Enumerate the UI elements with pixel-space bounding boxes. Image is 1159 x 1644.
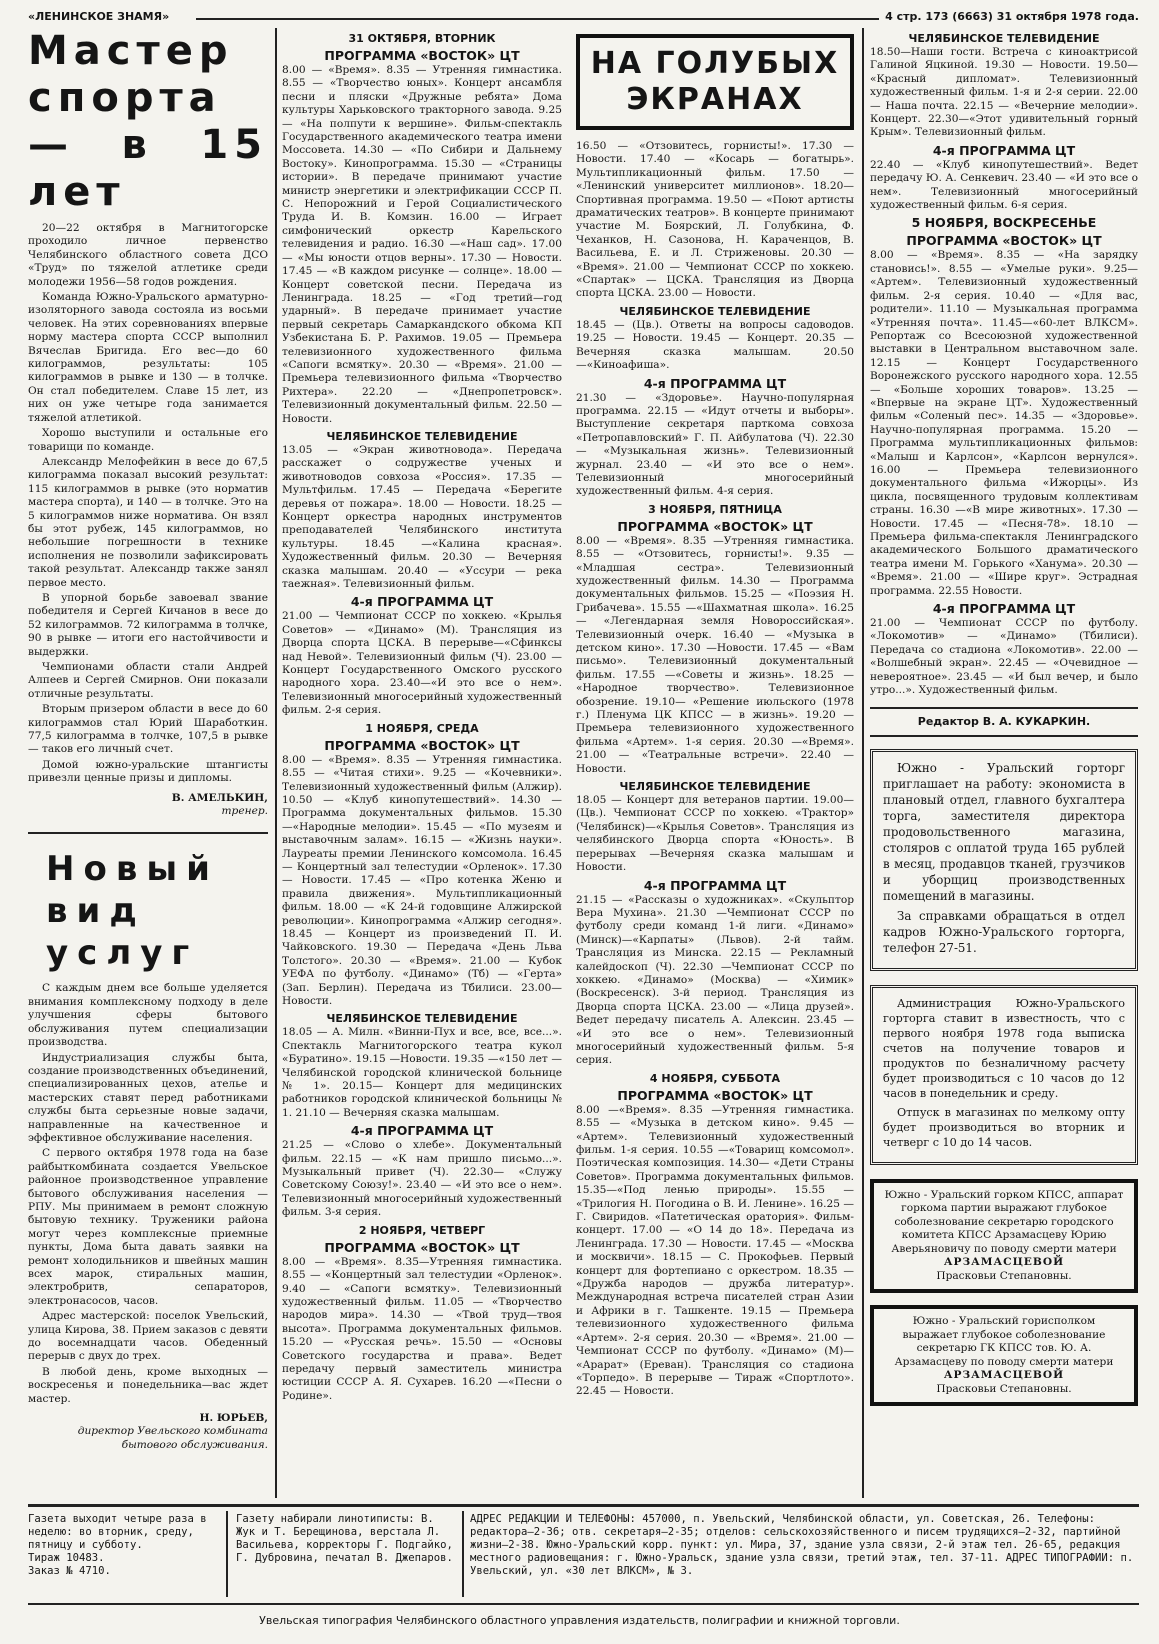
obit1-name: АРЗАМАСЦЕВОЙ [943,1256,1065,1269]
tv-schedule-2-body [576,140,854,1399]
notice-paragraph: Администрация Южно-Уральского горторга ставит в известность, что с первого ноября 1978 года выписка счетов на получение товаров и продуктов по безналичному расчету будет производиться с 10 часов до 12 часов в понедельник и среду. [883,996,1125,1100]
schedule-heading: 4 НОЯБРЯ, СУББОТА [649,1071,781,1085]
obit2-name: АРЗАМАСЦЕВОЙ [943,1369,1065,1382]
article-divider [28,832,268,834]
schedule-listing: 21.15 — «Рассказы о художниках». «Скульптор Вера Мухина». 21.30 —Чемпионат СССР по футболу среди команд 1-й лиги. «Динамо» (Минск)—«Карпаты» (Львов). 2-й тайм. Трансляция из Минска. 22.15 — Рекламный калейдоскоп (Ч). 22.30 —Чемпионат СССР по хоккею. «Динамо» (Москва) — «Химик» (Воскресенск). 3-й период. Трансляция из Дворца спорта ЦСКА. 23.00 — «Лица друзей». Ведет передачу писатель А. Алексин. 23.45 — «И это все о нем». Телевизионный многосерийный художественный фильм. 5-я серия. [576,893,854,1067]
obituary-gorkom [870,1179,1138,1294]
notice-paragraph: Отпуск в магазинах по мелкому опту будет производиться во вторник и четверг с 10 до 14 часов. [883,1105,1125,1149]
imprint-address: АДРЕС РЕДАКЦИИ И ТЕЛЕФОНЫ: 457000, п. Увельский, Челябинской области, ул. Советская, 26. Телефоны: редактора—2-36; отв. секретаря—2-35; отделов: сельскохозяйственного и писем трудящихся—2-32, партийной жизни—2-38. Южно-Уральский корр. пункт: ул. Мира, 37, здание узла связи, 2-й этаж тел. 26-65, редакция местного радиовещания: г. Южно-Уральск, здание узла связи, третий этаж, тел. 37-11. АДРЕС ТИПОГРАФИИ: п. Увельский, ул. «30 лет ВЛКСМ», № 3. [470,1513,1134,1577]
article-body-new-services [28,982,268,1406]
notice-paragraph: Южно - Уральский горторг приглашает на работу: экономиста в плановый отдел, главного бухгалтера торга, заместителя директора продовольственного магазина, столяров с оплатой труда 165 рублей в месяц, продавцов тканей, грузчиков и уборщиц производственных помещений в магазины. [883,760,1125,903]
schedule-listing: 8.00 — «Время». 8.35—Утренняя гимнастика. 8.55 — «Концертный зал телестудии «Орленок». 9.40 — «Сапоги всмятку». Телевизионный художественный фильм. 11.05 — «Творчество народов мира». 14.30 — «Твой труд—твоя высота». Программа документальных фильмов. 15.20 — «Русская речь». 15.50 — «Основы Советского государства и права». Ведет передачу первый заместитель министра юстиции СССР А. Я. Сухарев. 16.20 —«Песни о Родине». [282,1255,562,1402]
article-paragraph: Адрес мастерской: поселок Увельский, улица Кирова, 38. Прием заказов с девяти до восемнадцати часов. Обеденный перерыв с двух до трех. [28,1310,268,1363]
schedule-heading: ЧЕЛЯБИНСКОЕ ТЕЛЕВИДЕНИЕ [326,1012,518,1026]
column-tv-schedule-2 [576,28,854,1498]
schedule-heading: ПРОГРАММА «ВОСТОК» ЦТ [324,48,520,63]
schedule-heading: ПРОГРАММА «ВОСТОК» ЦТ [324,1239,520,1255]
printing-house-line: Увельская типография Челябинского областного управления издательств, полиграфии и книжной торговли. [259,1614,900,1627]
article-paragraph: Домой южно-уральские штангисты привезли ценные призы и дипломы. [28,758,268,785]
article-paragraph: С первого октября 1978 года на базе райбыткомбината создается Увельское районное производственное управление бытового обслуживания населения — РПУ. Мы принимаем в ремонт сложную бытовую технику. Труженики района могут через комплексные приемные пункты, Дома быта давать заявки на ремонт холодильников и швейных машин всех марок, стиральных машин, электробритв, сепараторов, электронасосов, часов. [28,1147,268,1307]
tv-schedule-3-body [870,32,1138,697]
column-tv-ads [870,28,1138,1498]
schedule-heading: 1 НОЯБРЯ, СРЕДА [365,721,479,735]
schedule-heading: ПРОГРАММА «ВОСТОК» ЦТ [324,737,520,753]
obit1-text: Южно - Уральский горком КПСС, аппарат горкома партии выражают глубокое соболезнование секретарю городского комитета КПСС Арзамасцеву Юрию Аверьяновичу по поводу смерти матери [884,1188,1124,1255]
header-rule [196,18,879,20]
imprint-staff: Газету набирали линотиписты: В. Жук и Т. Берещинова, верстала Л. Васильева, корректоры Г. Подгайко, Г. Дубровина, печатал В. Джепаров. [236,1513,453,1564]
schedule-heading: 2 НОЯБРЯ, ЧЕТВЕРГ [358,1223,486,1237]
notice-paragraph: За справками обращаться в отдел кадров Южно-Уральского горторга, телефон 27-51. [883,908,1125,955]
schedule-heading: ПРОГРАММА «ВОСТОК» ЦТ [617,1087,813,1103]
editor-line: Редактор В. А. КУКАРКИН. [870,707,1138,736]
article-paragraph: В любой день, кроме выходных —воскресенья и понедельника—вас ждет мастер. [28,1365,268,1405]
schedule-listing: 21.00 — Чемпионат СССР по хоккею. «Крылья Советов» — «Динамо» (М). Трансляция из Дворца спорта ЦСКА. В перерыве—«Сфинксы над Невой». Телевизионный фильм (Ч). 23.00 — Концерт Государственного Омского русского народного хора. 23.40—«И это все о нем». Телевизионный многосерийный художественный фильм. 2-я серия. [282,610,562,717]
article-paragraph: Индустриализация службы быта, создание производственных объединений, специализированных цехов, ателье и мастерских ставят перед работниками службы быта серьезные новые задачи, направленные на качественное и эффективное обслуживание населения. [28,1051,268,1144]
author2-name: Н. ЮРЬЕВ, [199,1412,268,1425]
imprint-order: Заказ № 4710. [28,1565,111,1577]
issue-info: 4 стр. 173 (6663) 31 октября 1978 года. [885,10,1139,23]
author2-role: директор Увельского комбината бытового обслуживания. [77,1425,268,1451]
schedule-heading: 4-я ПРОГРАММА ЦТ [643,375,787,391]
article-paragraph: В упорной борьбе завоевал звание победителя и Сергей Кичанов в весе до 52 килограммов. 72 килограмма в толчке, 90 в рывке — итоги его настойчивости и выдержки. [28,591,268,658]
page-header [28,8,1139,28]
notice-job-offer [870,749,1138,971]
article-author-2 [28,1412,268,1452]
schedule-heading: 5 НОЯБРЯ, ВОСКРЕСЕНЬЕ [911,215,1097,231]
tv-banner: НА ГОЛУБЫХ ЭКРАНАХ [576,34,854,130]
obit2-name2: Прасковьи Степановны. [936,1382,1072,1395]
column-tv-schedule-1 [282,28,562,1498]
article-author [28,792,268,819]
schedule-listing: 8.00 — «Время». 8.35 —Утренняя гимнастика. 8.55 — «Отзовитесь, горнисты!». 9.35 — «Младшая сестра». Телевизионный художественный фильм. 14.30 — Программа документальных фильмов. 15.25 — «Поэзия Н. Грибачева». 15.55 —«Шахматная школа». 16.25 — «Легендарная земля Новороссийская». Телевизионный очерк. 16.40 — «Музыка в детском кино». 17.30 —Новости. 17.45 — «Вам письмо». Телевизионный документальный фильм. 17.55 —«Советы и жизнь». 18.25 — «Народное творчество». Телевизионное обозрение. 19.10— «Решение июльского (1978 г.) Пленума ЦК КПСС — в жизнь». 19.20 — Премьера телевизионного художественного фильма «Артем». 1-я серия. 20.30 —«Время». 21.00 — «Театральные встречи». 22.40 — Новости. [576,534,854,775]
schedule-listing: 18.50—Наши гости. Встреча с киноактрисой Галиной Яцкиной. 19.30 — Новости. 19.50— «Красный дипломат». Телевизионный художественный фильм. 1-я и 2-я серии. 22.00 — Наша почта. 22.15 — «Вечерние мелодии». Концерт. 22.30—«Этот удивительный горный Крым». Телевизионный фильм. [870,46,1138,139]
schedule-listing: 18.05 — А. Милн. «Винни-Пух и все, все, все...». Спектакль Магнитогорского театра кукол «Буратино». 19.15 —Новости. 19.35 —«150 лет — Челябинской городской клинической больнице № 1». 20.15— Концерт для медицинских работников городской клинической больницы № 1. 21.10 — Вечерняя сказка малышам. [282,1026,562,1119]
schedule-heading: ЧЕЛЯБИНСКОЕ ТЕЛЕВИДЕНИЕ [908,32,1100,45]
article-paragraph: Вторым призером области в весе до 60 килограммов стал Юрий Шаработкин. 77,5 килограмма в толчке, 107,5 в рывке — таков его личный счет. [28,703,268,756]
schedule-listing: 21.30 — «Здоровье». Научно-популярная программа. 22.15 — «Идут отчеты и выборы». Выступление секретаря парткома совхоза «Петропавловский» Г. П. Айбулатова (Ч). 22.30 — «Музыкальная жизнь». Телевизионный журнал. 23.40 — «И это все о нем». Телевизионный многосерийный художественный фильм. 4-я серия. [576,391,854,498]
article-paragraph: Чемпионами области стали Андрей Алпеев и Сергей Смирнов. Они показали отличные результаты. [28,661,268,700]
author-role: тренер. [221,805,268,818]
author-name: В. АМЕЛЬКИН, [171,791,268,804]
schedule-listing: 22.40 — «Клуб кинопутешествий». Ведет передачу Ю. А. Сенкевич. 23.40 — «И это все о нем». Телевизионный многосерийный художественный фильм. 6-я серия. [870,158,1138,212]
schedule-listing: 18.05 — Концерт для ветеранов партии. 19.00—(Цв.). Чемпионат СССР по хоккею. «Трактор» (Челябинск)—«Крылья Советов». Трансляция из челябинского Дворца спорта «Юность». В перерывах —Вечерняя сказка малышам и Новости. [576,794,854,874]
imprint-sep-1 [226,1511,228,1597]
schedule-heading: 4-я ПРОГРАММА ЦТ [350,594,494,610]
schedule-heading: 4-я ПРОГРАММА ЦТ [932,142,1076,158]
schedule-listing: 18.45 — (Цв.). Ответы на вопросы садоводов. 19.25 — Новости. 19.45 — Концерт. 20.35 — Вечерняя сказка малышам. 20.50—«Киноафиша». [576,318,854,372]
paper-name: «ЛЕНИНСКОЕ ЗНАМЯ» [28,10,170,23]
article-paragraph: 20—22 октября в Магнитогорске проходило личное первенство Челябинского областного совета ДСО «Труд» по тяжелой атлетике среди молодежи 1956—58 годов рождения. [28,222,268,288]
schedule-listing: 13.05 — «Экран животновода». Передача расскажет о содружестве ученых и животноводов совхоза «Россия». 17.35 — Мультфильм. 17.45 — Передача «Берегите деревья от пожара». 18.00 — Новости. 18.25 — Концерт оркестра народных инструментов преподавателей Челябинского института культуры. 18.45 —«Калина красная». Художественный фильм. 20.30 — Вечерняя сказка малышам. 20.40 — «Уссури — река таежная». Телевизионный фильм. [282,443,562,591]
article-title-master-sport: Мастер спорта — в 15 лет [28,28,268,215]
article-paragraph: С каждым днем все больше уделяется внимания комплексному подходу в деле улучшения сферы бытового обслуживания путем специализации производства. [28,982,268,1049]
obit2-text: Южно - Уральский горисполком выражает глубокое соболезнование секретарю ГК КПСС тов. Ю. А. Арзамасцеву по поводу смерти матери [894,1315,1114,1368]
obit1-name2: Прасковьи Степановны. [936,1269,1072,1282]
column-rule-1 [275,28,277,1498]
schedule-heading: 4-я ПРОГРАММА ЦТ [643,877,787,893]
schedule-heading: ЧЕЛЯБИНСКОЕ ТЕЛЕВИДЕНИЕ [326,429,518,443]
imprint-circulation: Тираж 10483. [28,1552,105,1564]
column-rule-3 [862,28,864,1498]
schedule-listing: 21.25 — «Слово о хлебе». Документальный фильм. 22.15 — «К нам пришло письмо...». Музыкальный привет (Ч). 22.30— «Служу Советскому Союзу!». 23.40 — «И это все о нем». Телевизионный многосерийный художественный фильм. 3-я серия. [282,1139,562,1219]
schedule-listing: 16.50 — «Отзовитесь, горнисты!». 17.30 — Новости. 17.40 — «Косарь — богатырь». Мультипликационный фильм. 17.50 — «Ленинский университет миллионов». 18.20— Спортивная программа. 19.50 — «Поют артисты драматических театров». В концерте принимают участие М. Боярский, Л. Голубкина, Ф. Чеханков, Н. Сазонова, Н. Караченцов, В. Васильева, Е. и Л. Стриженовы. 20.30 — «Время». 21.00 — Чемпионат СССР по хоккею. «Спартак» — ЦСКА. Трансляция из Дворца спорта ЦСКА. 23.00 — Новости. [576,140,854,300]
schedule-listing: 8.00 — «Время». 8.35 — Утренняя гимнастика. 8.55 — «Читая стихи». 9.25 — «Кочевники». Телевизионный художественный фильм (Алжир). 10.50 — «Клуб кинопутешествий». 14.30 — Программа документальных фильмов. 15.30 —«Народные мелодии». 15.45 — «По музеям и выставочным залам». 16.15 — «Жизнь науки». Лауреаты премии Ленинского комсомола. 16.45 — Концертный зал телестудии «Орленок». 17.30 — Новости. 17.45 — «Про котенка Женю и правила движения». Мультипликационный фильм. 18.00 — «К 24-й годовщине Алжирской революции». Кинопрограмма «Алжир сегодня». 18.45 — Концерт из произведений П. И. Чайковского. 19.30 — Передача «День Льва Толстого». 20.30 — «Время». 21.00 — Кубок УЕФА по футболу. «Динамо» (Тб) — «Герта» (Зап. Берлин). Передача из Тбилиси. 23.00—Новости. [282,753,562,1007]
article-paragraph: Хорошо выступили и остальные его товарищи по команде. [28,427,268,453]
schedule-heading: 4-я ПРОГРАММА ЦТ [932,601,1076,617]
imprint-schedule [28,1513,218,1578]
article-paragraph: Александр Мелофейкин в весе до 67,5 килограмма показал высокий результат: 115 килограммов в рывке (это норматив мастера спорта), и 140 — в толчке. Это на 5 килограммов ниже норматива. Он взял бы этот рубеж, 145 килограммов, но небольшие погрешности в технике исполнения не позволили зафиксировать такой результат. Александр также занял первое место. [28,455,268,589]
imprint-frequency: Газета выходит четыре раза в неделю: во вторник, среду, пятницу и субботу. [28,1513,207,1551]
schedule-listing: 8.00 — «Время». 8.35 — Утренняя гимнастика. 8.55 — «Творчество юных». Концерт ансамбля песни и пляски «Дружные ребята» Дома культуры Харьковского тракторного завода. 9.25 — «На полпути к вершине». Фильм-спектакль Государственного академического театра имени Моссовета. 14.30 — «По Сибири и Дальнему Востоку». Кинопрограмма. 15.30 — «Страницы истории». В передаче принимают участие министр энергетики и электрификации СССР П. С. Непорожний и Герой Социалистического Труда И. В. Комзин. 16.00 — Играет симфонический оркестр Карельского телевидения и радио. 16.30 —«Наш сад». 17.00 — «Мы юности отцов верны». 17.30 — Новости. 17.45 — «В каждом рисунке — солнце». 18.00 — Концерт советской песни. Передача из Ленинграда. 18.25 — «Год третий—год ударный». В передаче принимает участие первый секретарь Самаркандского обкома КП Узбекистана Б. Р. Рахимов. 19.05 — Премьера телевизионного художественного фильма «Сапоги всмятку». 20.30 — «Время». 21.00 — Премьера телевизионного фильма «Творчество Рихтера». 22.20 — «Днепропетровск». Телевизионный документальный фильм. 22.50 — Новости. [282,64,562,425]
article-body-master-sport [28,222,268,786]
imprint-sep-2 [462,1511,464,1597]
schedule-heading: ЧЕЛЯБИНСКОЕ ТЕЛЕВИДЕНИЕ [619,780,811,794]
obituary-gorispolkom [870,1305,1138,1406]
schedule-heading: 3 НОЯБРЯ, ПЯТНИЦА [648,502,782,516]
column-sport-services [28,28,268,1498]
notice-billing-hours [870,985,1138,1165]
schedule-listing: 8.00 —«Время». 8.35 —Утренняя гимнастика. 8.55 — «Музыка в детском кино». 9.45 — «Артем». Телевизионный художественный фильм. 1-я серия. 10.55 —«Товарищ комсомол». Поэтическая композиция. 14.30— «Дети Страны Советов». Программа документальных фильмов. 15.35—«Под ленью природы». 15.55 — «Трилогия Н. Погодина о В. И. Ленине». 16.25 — Г. Свиридов. «Патетическая оратория». Фильм-концерт. 17.00 — «О 14 до 18». Передача из Ленинграда. 17.30 — Новости. 17.45 — «Москва и москвичи». 18.15 — С. Прокофьев. Первый концерт для фортепиано с оркестром. 18.35 — «Дружба народов — дружба литератур». Международная встреча писателей стран Азии и Африки в г. Ташкенте. 19.15 — Премьера телевизионного художественного фильма «Артем». 2-я серия. 20.30 — «Время». 21.00 — Чемпионат СССР по футболу. «Динамо» (М)— «Арарат» (Ереван). Трансляция со стадиона «Торпедо». В перерыве — Тираж «Спортлото». 22.45 — Новости. [576,1103,854,1398]
schedule-heading: ПРОГРАММА «ВОСТОК» ЦТ [617,518,813,534]
article-paragraph: Команда Южно-Уральского арматурно-изоляторного завода состояла из восьми человек. На этих соревнованиях впервые норму мастера спорта СССР выполнил Вячеслав Бригида. Его вес—до 60 килограммов, результаты: 105 килограммов в рывке и 130 — в толчке. Он стал победителем. Славе 15 лет, из них он уже четыре года занимается тяжелой атлетикой. [28,291,268,424]
schedule-heading: ЧЕЛЯБИНСКОЕ ТЕЛЕВИДЕНИЕ [619,304,811,318]
schedule-listing: 8.00 — «Время». 8.35 — «На зарядку становись!». 8.55 — «Умелые руки». 9.25— «Артем». Телевизионный художественный фильм. 2-я серия. 10.40 — «Для вас, родители». 11.10 — Музыкальная программа «Утренняя почта». 11.45—«60-лет ВЛКСМ». Репортаж со Всесоюзной художественной выставки в Центральном выставочном зале. 12.15 — Концерт Государственного Воронежского русского народного хора. 12.55 — «Больше хороших товаров». 13.25 — «Впервые на экране ЦТ». Художественный фильм «Соленый пес». 14.35 — «Здоровье». Научно-популярная программа. 15.20 — Программа мультипликационных фильмов: «Малыш и Карлсон», «Карлсон вернулся». 16.00 — Премьера телевизионного документального фильма «Ижорцы». Из цикла, посвященного трудовым коллективам страны. 16.30 —«В мире животных». 17.30 — Новости. 17.45 — «Песня-78». 18.10 — Премьера фильма-спектакля Ленинградского академического Большого драматического театра имени М. Горького «Ханума». 20.30 — «Время». 21.00 — «Шире круг». Эстрадная программа. 22.55 Новости. [870,249,1138,597]
imprint-footer [28,1504,1139,1605]
schedule-heading: 4-я ПРОГРАММА ЦТ [350,1123,494,1139]
schedule-heading: 31 ОКТЯБРЯ, ВТОРНИК [348,32,496,45]
article-title-new-services: Новый вид услуг [46,849,219,974]
schedule-heading: ПРОГРАММА «ВОСТОК» ЦТ [906,233,1102,249]
schedule-listing: 21.00 — Чемпионат СССР по футболу. «Локомотив» — «Динамо» (Тбилиси). Передача со стадиона «Локомотив». 22.00 — «Волшебный экран». 22.45 — «Очевидное — невероятное». 23.45 — «И был вечер, и было утро...». Художественный фильм. [870,617,1138,697]
